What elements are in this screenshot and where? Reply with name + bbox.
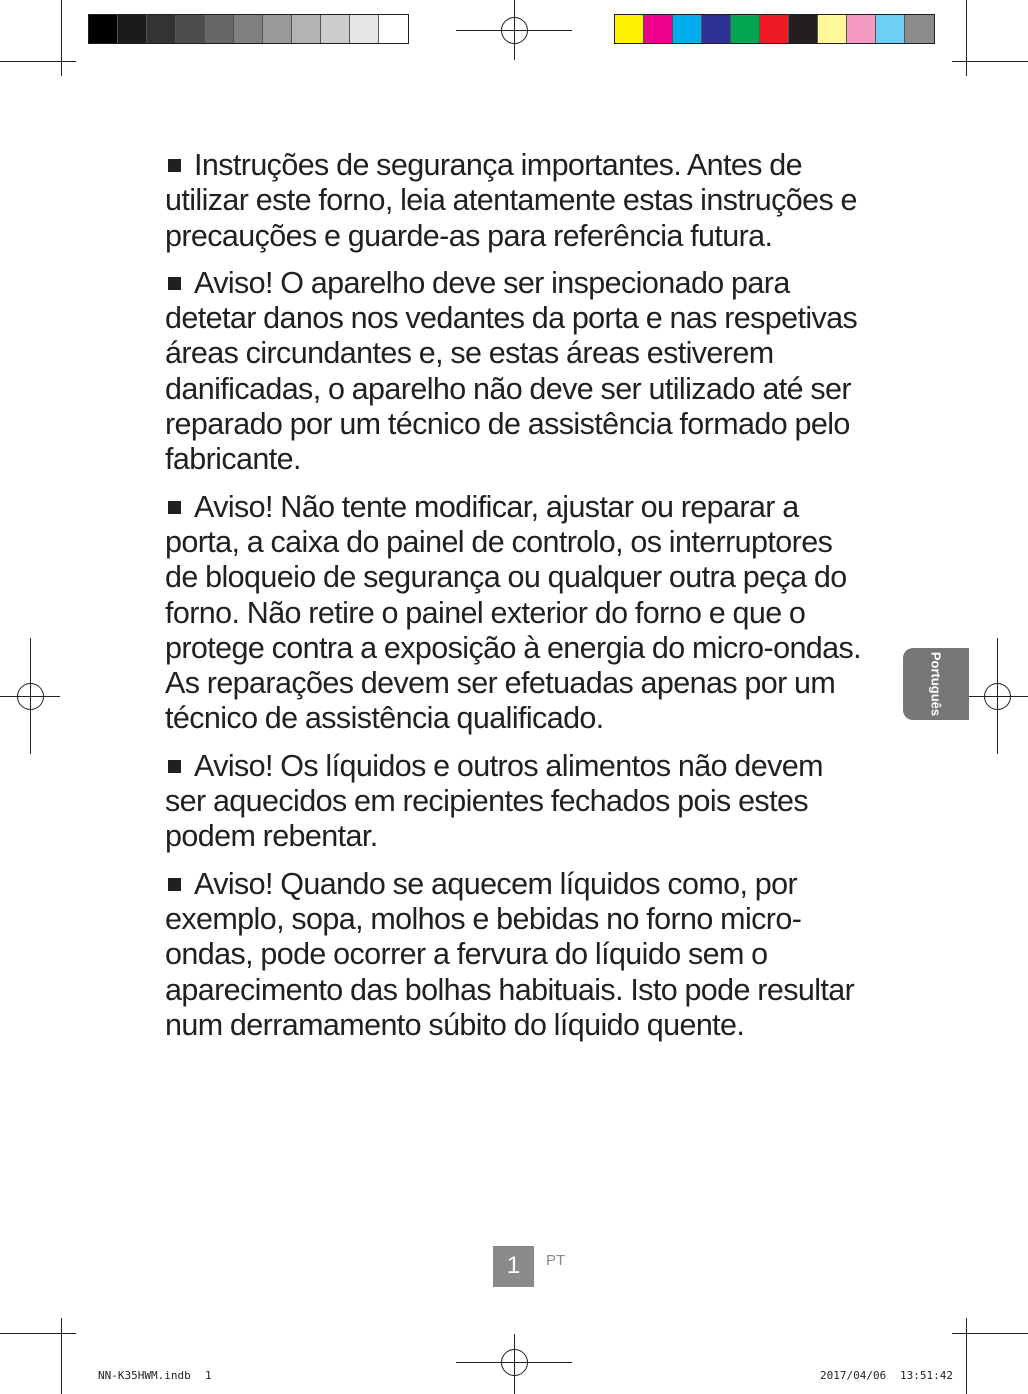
crop-mark [61, 0, 62, 76]
color-swatch [176, 15, 205, 43]
crop-mark [952, 1333, 1028, 1334]
language-tab-label: Português [928, 651, 944, 717]
square-bullet-icon [168, 159, 181, 172]
slug-time: 13:51:42 [900, 1369, 953, 1382]
registration-circle [17, 683, 44, 710]
color-swatch [147, 15, 176, 43]
instruction-paragraph: Aviso! Quando se aquecem líquidos como, por exemplo, sopa, molhos e bebidas no forno micro-ondas, pode ocorrer a fervura do líquido sem o aparecimento das bolhas habituais. Isto pode resultar num derramamento súbito do líquido quente. [165, 866, 855, 1042]
page-number-box [493, 1246, 534, 1287]
instruction-paragraph: Aviso! Não tente modificar, ajustar ou reparar a porta, a caixa do painel de controlo, os interruptores de bloqueio de segurança ou qualquer outra peça do forno. Não retire o painel exterior do forno e que o protege contra a exposição à energia do micro-ondas. As reparações devem ser efetuadas apenas por um técnico de assistência qualificado. [165, 489, 862, 736]
registration-circle [984, 683, 1011, 710]
color-swatch [760, 15, 789, 43]
color-swatch [847, 15, 876, 43]
slug-page: 1 [205, 1369, 212, 1382]
color-swatch [205, 15, 234, 43]
color-swatch [321, 15, 350, 43]
color-swatch [350, 15, 379, 43]
color-swatch [731, 15, 760, 43]
color-swatch [789, 15, 818, 43]
crop-mark [966, 1318, 967, 1394]
color-swatch [644, 15, 673, 43]
crop-mark [966, 0, 967, 76]
instruction-paragraph: Aviso! O aparelho deve ser inspecionado para detetar danos nos vedantes da porta e nas respetivas áreas circundantes e, se estas áreas estiverem danificadas, o aparelho não deve ser utilizado até ser reparado por um técnico de assistência formado pelo fabricante. [165, 265, 858, 477]
color-swatch [292, 15, 321, 43]
safety-instructions [165, 148, 865, 1055]
color-swatch [905, 15, 934, 43]
page-language-code: PT [546, 1252, 566, 1269]
slug-date: 2017/04/06 [820, 1369, 887, 1382]
registration-circle [501, 1349, 528, 1376]
color-swatch [263, 15, 292, 43]
square-bullet-icon [168, 277, 181, 290]
color-swatch [876, 15, 905, 43]
instruction-paragraph: Instruções de segurança importantes. Antes de utilizar este forno, leia atentamente estas instruções e precauções e guarde-as para referência futura. [165, 148, 857, 253]
crop-mark [952, 61, 1028, 62]
color-swatch [702, 15, 731, 43]
square-bullet-icon [168, 878, 181, 891]
square-bullet-icon [168, 760, 181, 773]
page-number: 1 [506, 1252, 521, 1279]
color-swatch [673, 15, 702, 43]
square-bullet-icon [168, 501, 181, 514]
color-swatch [234, 15, 263, 43]
color-swatch [615, 15, 644, 43]
color-swatch [379, 15, 408, 43]
color-swatch [89, 15, 118, 43]
color-swatch [818, 15, 847, 43]
crop-mark [0, 1333, 76, 1334]
process-color-bar [614, 14, 935, 44]
color-swatch [118, 15, 147, 43]
language-tab [903, 648, 969, 720]
grayscale-color-bar [88, 14, 409, 44]
slug-file: NN-K35HWM.indb [98, 1369, 191, 1382]
crop-mark [0, 61, 76, 62]
registration-circle [501, 17, 528, 44]
instruction-paragraph: Aviso! Os líquidos e outros alimentos não devem ser aquecidos em recipientes fechados pois estes podem rebentar. [165, 748, 823, 854]
crop-mark [61, 1318, 62, 1394]
